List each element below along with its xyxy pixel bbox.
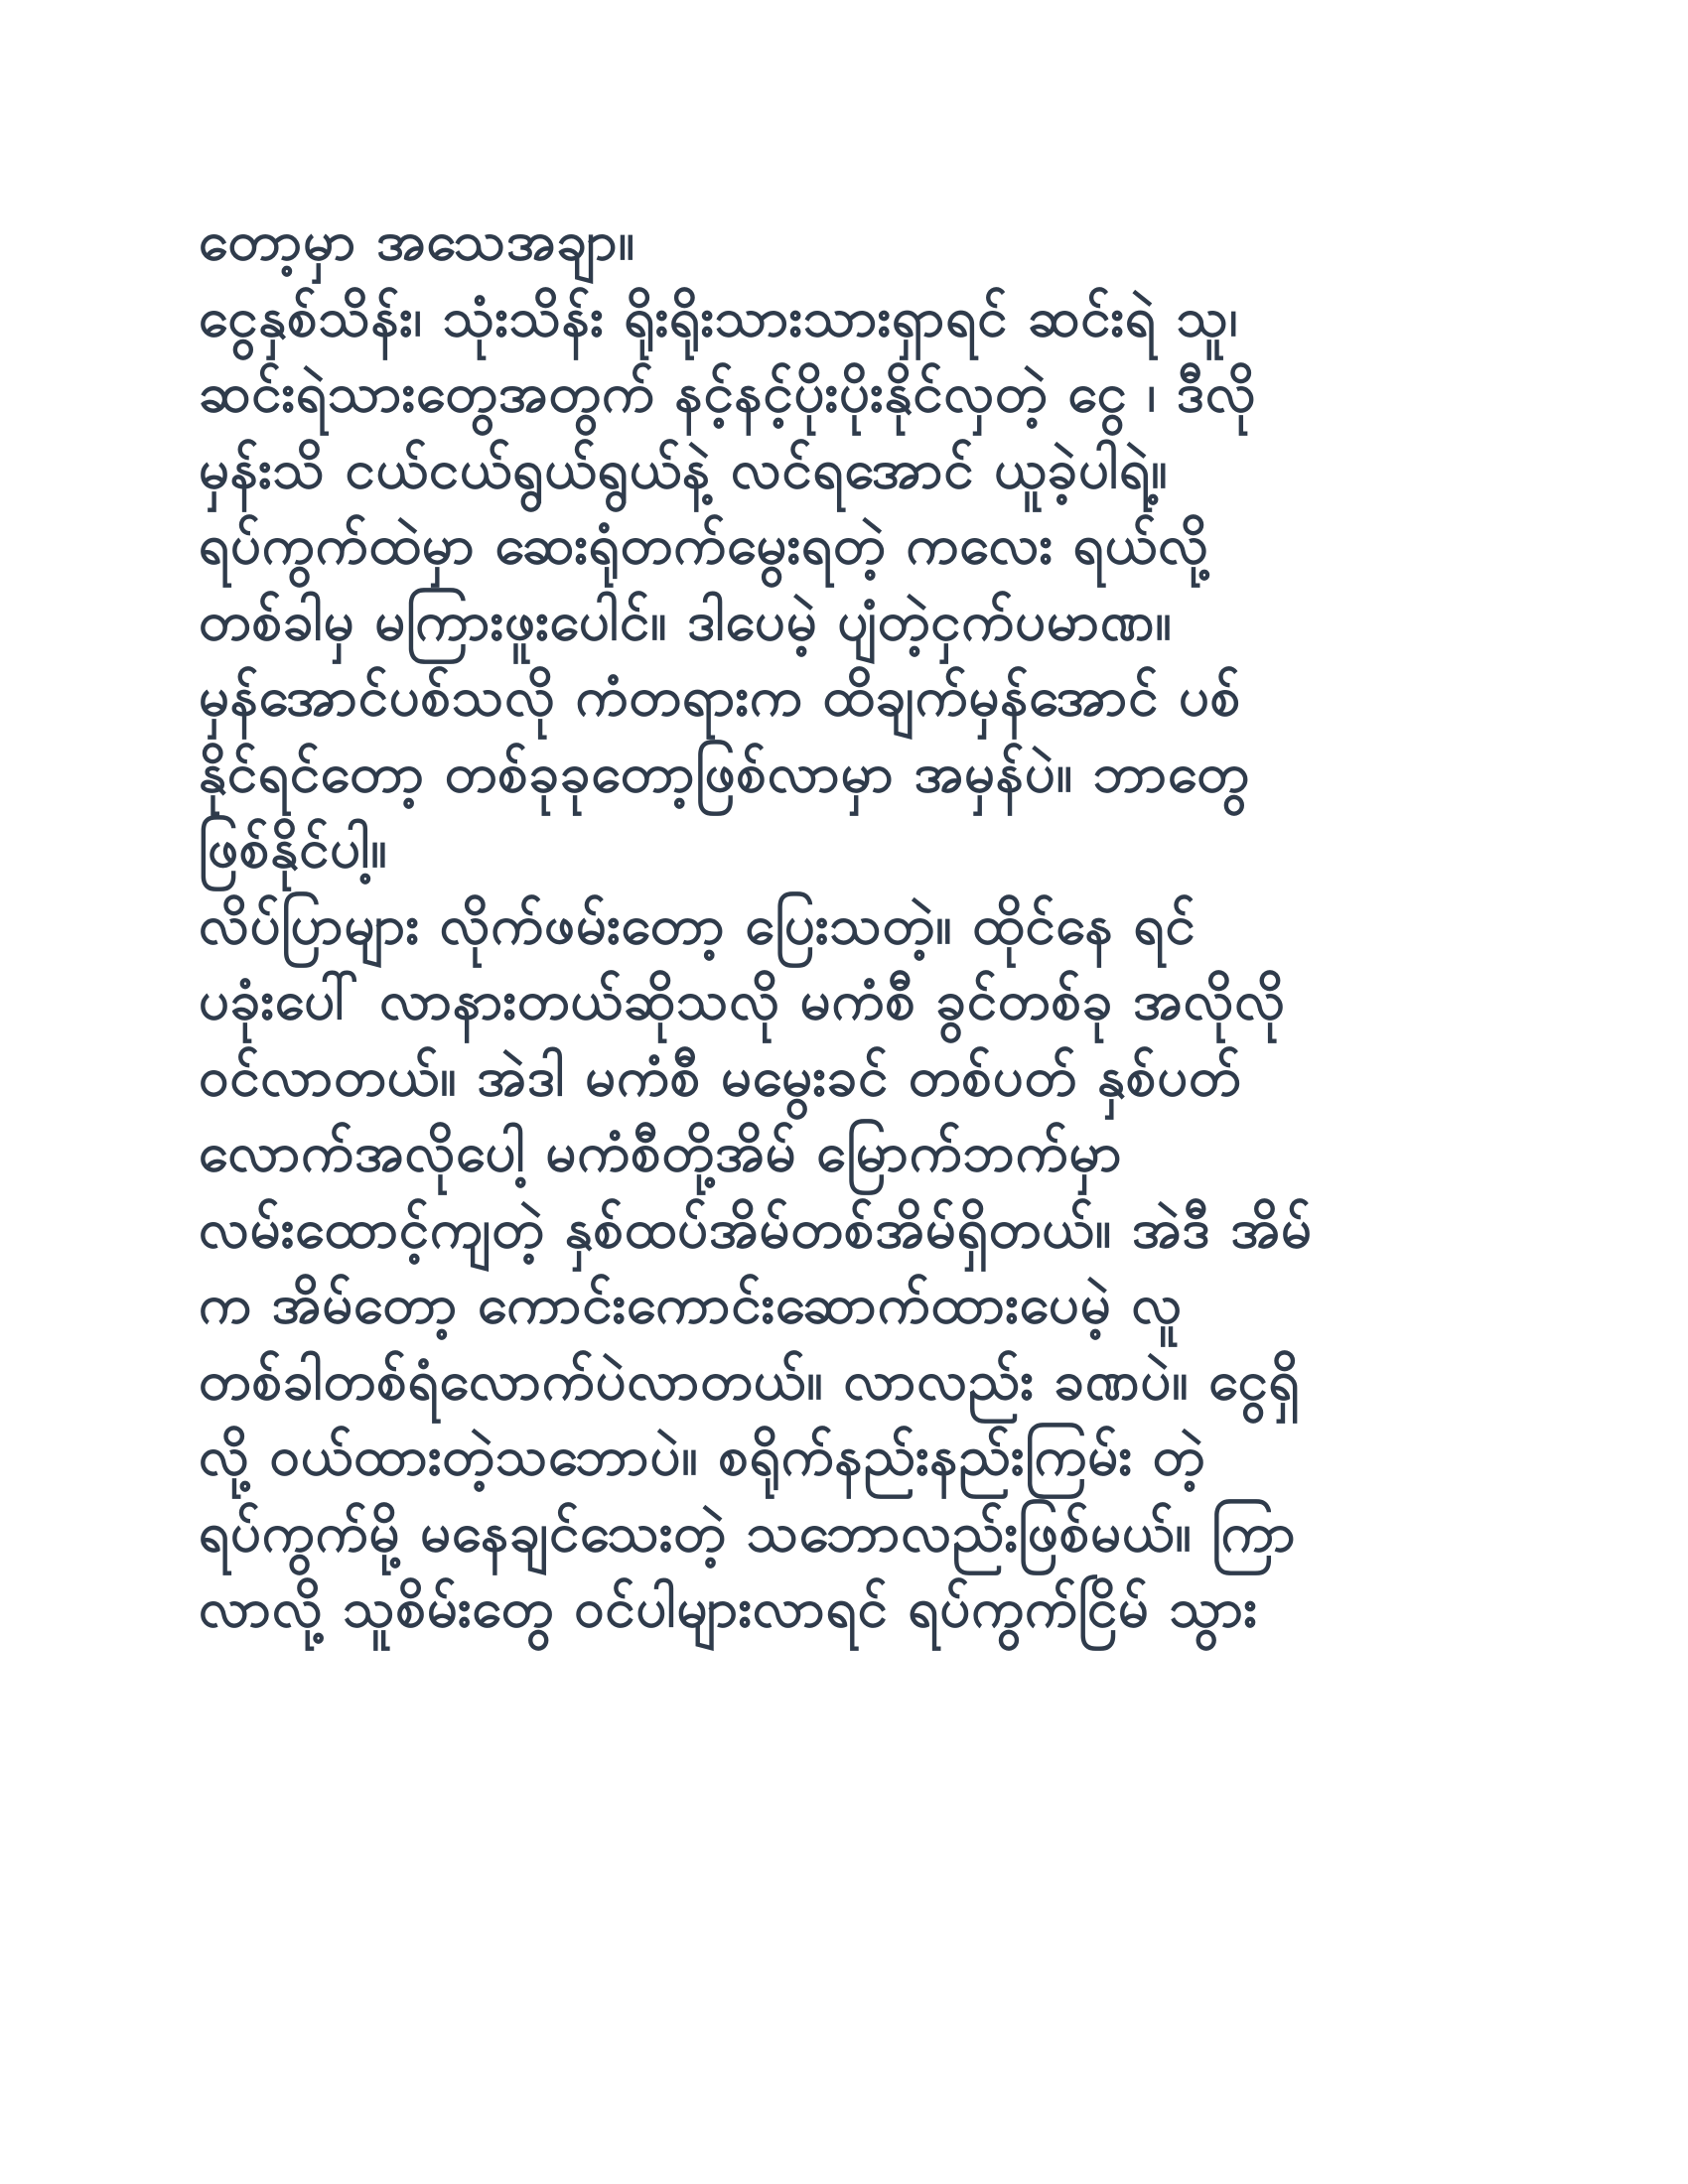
text-line: က အိမ်တော့ ကောင်းကောင်းဆောက်ထားပေမဲ့ လူ [199, 1273, 1183, 1335]
text-line: ရပ်ကွက်မို့ မနေချင်သေးတဲ့ သဘောလည်းဖြစ်မယ်။ ကြာ [199, 1500, 1297, 1564]
text-line: ဖြစ်နိုင်ပါ့။ [199, 817, 388, 880]
text-line: လိပ်ပြာများ လိုက်ဖမ်းတော့ ပြေးသတဲ့။ ထိုင်နေ ရင် [199, 892, 1196, 956]
body-text [199, 204, 1489, 1647]
text-line: မှန်အောင်ပစ်သလို ကံတရားက ထိချက်မှန်အောင် ပစ် [199, 665, 1242, 728]
text-line: ရပ်ကွက်ထဲမှာ ဆေးရုံတက်မွေးရတဲ့ ကလေး ရယ်လို့ [199, 513, 1209, 576]
text-line: တစ်ခါတစ်ရံလောက်ပဲလာတယ်။ လာလည်း ခဏပဲ။ ငွေရှိ [199, 1348, 1301, 1412]
text-line: ပခုံးပေါ် လာနားတယ်ဆိုသလို မကံစီ ခွင်တစ်ခု အလိုလို [199, 969, 1286, 1031]
text-line: တစ်ခါမှ မကြားဖူးပေါင်။ ဒါပေမဲ့ ပျံတဲ့ငှက်ပမာဏ။ [199, 589, 1173, 652]
text-line: လို့ ဝယ်ထားတဲ့သဘောပဲ။ စရိုက်နည်းနည်းကြမ်း တဲ့ [199, 1425, 1206, 1487]
text-line: နိုင်ရင်တော့ တစ်ခုခုတော့ဖြစ်လာမှာ အမှန်ပဲ။ ဘာတွေ [199, 741, 1250, 804]
text-line: မှန်းသိ ငယ်ငယ်ရွယ်ရွယ်နဲ့ လင်ရအောင် ယူခဲ့ပါရဲ့။ [199, 437, 1169, 500]
text-line: လောက်အလိုပေါ့ မကံစီတို့အိမ် မြောက်ဘက်မှာ [199, 1121, 1123, 1183]
text-line: တော့မှာ အသေအချာ။ [199, 209, 635, 272]
text-line: လမ်းထောင့်ကျတဲ့ နှစ်ထပ်အိမ်တစ်အိမ်ရှိတယ်။ အဲဒီ အိမ် [199, 1196, 1313, 1260]
text-line: ဆင်းရဲသားတွေအတွက် နင့်နင့်ပိုးပိုးနိုင်လှတဲ့ ငွေ ၊ ဒီလို [199, 361, 1257, 424]
text-line: လာလို့ သူစိမ်းတွေ ဝင်ပါများလာရင် ရပ်ကွက်ငြိမ် သွား [199, 1576, 1258, 1639]
text-line: ငွေနှစ်သိန်း၊ သုံးသိန်း ရိုးရိုးသားသားရှာရင် ဆင်းရဲ သူ၊ [199, 285, 1239, 348]
text-line: ဝင်လာတယ်။ အဲဒါ မကံစီ မမွေးခင် တစ်ပတ် နှစ်ပတ် [199, 1044, 1242, 1108]
